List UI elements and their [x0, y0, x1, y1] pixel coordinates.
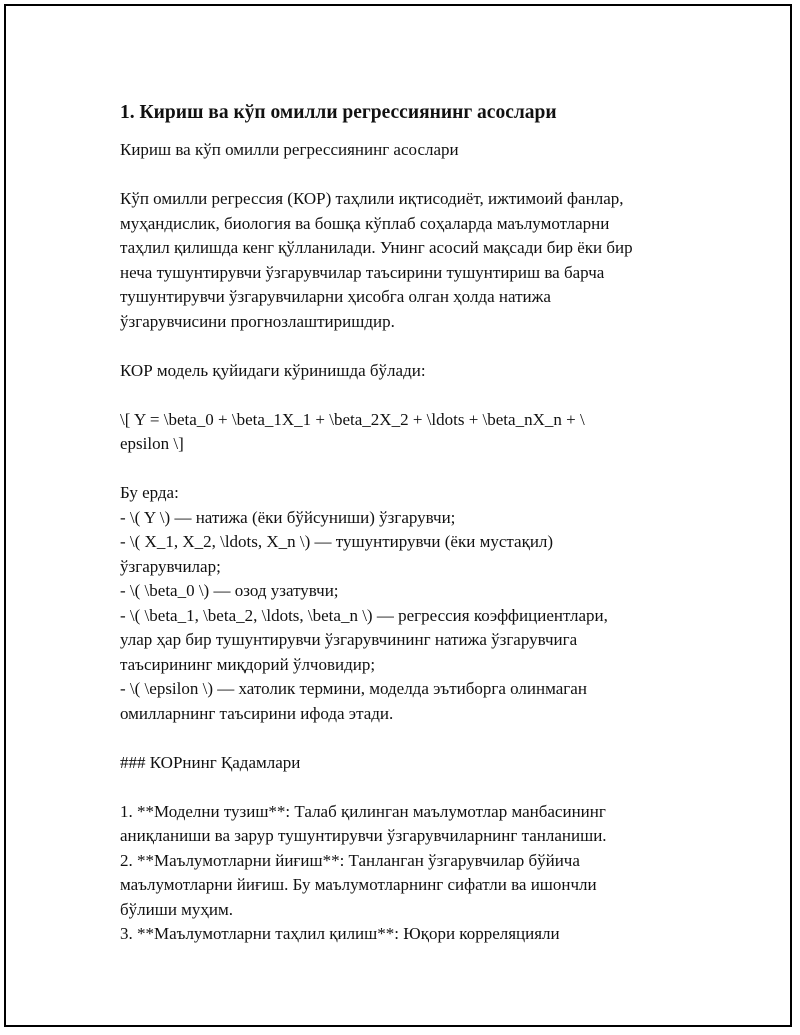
- document-page: [4, 4, 792, 1027]
- document-content: [120, 100, 680, 947]
- formula-line: epsilon \]: [120, 434, 184, 453]
- formula-line: \[ Y = \beta_0 + \beta_1X_1 + \beta_2X_2 + \ldots + \beta_nX_n + \: [120, 409, 585, 429]
- text-line: таҳлил қилишда кенг қўлланилади. Унинг асосий мақсади бир ёки бир: [120, 238, 633, 257]
- text-line: - \( X_1, X_2, \ldots, X_n \) — тушунтирувчи (ёки мустақил): [120, 532, 554, 551]
- model-intro: КОР модель қуйидаги кўринишда бўлади:: [120, 360, 426, 380]
- steps-list: [120, 800, 680, 947]
- spacer: [120, 383, 680, 408]
- text-line: муҳандислик, биология ва бошқа кўплаб соҳаларда маълумотларни: [120, 213, 610, 233]
- text-line: 2. **Маълумотларни йиғиш**: Танланган ўзгарувчилар бўйича: [120, 850, 580, 870]
- text-line: 1. **Моделни тузиш**: Талаб қилинган маълумотлар манбасининг: [120, 801, 606, 821]
- text-line: Бу ерда:: [120, 483, 179, 502]
- text-line: - \( \beta_1, \beta_2, \ldots, \beta_n \) — регрессия коэффициентлари,: [120, 605, 608, 625]
- text-line: тушунтирувчи ўзгарувчиларни ҳисобга олган ҳолда натижа: [120, 287, 551, 306]
- text-line: ўзгарувчилар;: [120, 556, 221, 576]
- text-line: ўзгарувчисини прогнозлаштиришдир.: [120, 311, 395, 331]
- text-line: - \( \beta_0 \) — озод узатувчи;: [120, 581, 339, 600]
- spacer: [120, 163, 680, 188]
- formula-block: [120, 408, 680, 457]
- section-heading: 1. Кириш ва кўп омилли регрессиянинг асослари: [120, 102, 557, 123]
- text-line: аниқланиши ва зарур тушунтирувчи ўзгарувчиларнинг танланиши.: [120, 826, 607, 845]
- intro-paragraph: [120, 187, 680, 334]
- spacer: [120, 457, 680, 482]
- text-line: - \( \epsilon \) — хатолик термини, моделда эътиборга олинмаган: [120, 679, 587, 698]
- text-line: неча тушунтирувчи ўзгарувчилар таъсирини тушунтириш ва барча: [120, 262, 605, 282]
- definitions-list: [120, 481, 680, 726]
- spacer: [120, 775, 680, 800]
- text-line: 3. **Маълумотларни таҳлил қилиш**: Юқори корреляцияли: [120, 924, 560, 943]
- text-line: бўлиши муҳим.: [120, 899, 234, 919]
- spacer: [120, 726, 680, 751]
- text-line: улар ҳар бир тушунтирувчи ўзгарувчининг натижа ўзгарувчига: [120, 630, 578, 649]
- text-line: Кўп омилли регрессия (КОР) таҳлили иқтисодиёт, ижтимоий фанлар,: [120, 189, 624, 208]
- steps-heading: ### КОРнинг Қадамлари: [120, 752, 301, 772]
- spacer: [120, 334, 680, 359]
- text-line: маълумотларни йиғиш. Бу маълумотларнинг сифатли ва ишончли: [120, 875, 597, 894]
- text-line: - \( Y \) — натижа (ёки бўйсуниши) ўзгарувчи;: [120, 507, 456, 527]
- subtitle: Кириш ва кўп омилли регрессиянинг асослари: [120, 140, 459, 159]
- text-line: таъсирининг миқдорий ўлчовидир;: [120, 654, 376, 674]
- text-line: омилларнинг таъсирини ифода этади.: [120, 703, 394, 723]
